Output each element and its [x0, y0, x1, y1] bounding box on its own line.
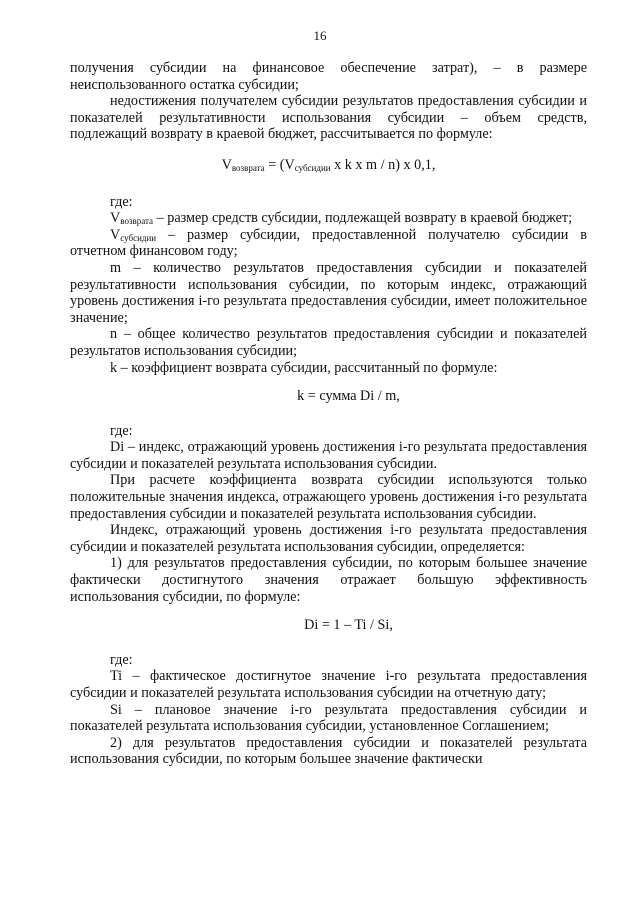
paragraph-index: Индекс, отражающий уровень достижения i-го результата предоставления субсидии и показателей результата использования субсидии, определяется: — [70, 522, 587, 555]
document-body — [70, 60, 587, 768]
formula-part: x k x m / n) x 0,1, — [330, 156, 436, 173]
definition-di: Di – индекс, отражающий уровень достижения i-го результата предоставления субсидии и показателей результата использования субсидии. — [70, 439, 587, 472]
paragraph-calculation: При расчете коэффициента возврата субсидии используются только положительные значения индекса, отражающего уровень достижения i-го результата предоставления субсидии и показателей результата использования субсидии. — [70, 472, 587, 522]
formula-subscript: возврата — [231, 162, 265, 173]
definition-k: k – коэффициент возврата субсидии, рассчитанный по формуле: — [110, 359, 498, 376]
formula-symbol: V — [221, 156, 232, 173]
paragraph-item-2: 2) для результатов предоставления субсидии и показателей результата использования субсидии, по которым большее значение фактически — [70, 734, 587, 768]
paragraph-item-1: 1) для результатов предоставления субсидии, по которым большее значение фактически достигнутого значения отражает большую эффективность использования субсидии, по формуле: — [70, 555, 587, 605]
page-number: 16 — [313, 28, 327, 43]
paragraph-continuation: получения субсидии на финансовое обеспечение затрат), – в размере неиспользованного остатка субсидии; — [70, 60, 587, 93]
paragraph-nondelivery: недостижения получателем субсидии результатов предоставления субсидии и показателей результативности использования субсидии – объем средств, подлежащий возврату в краевой бюджет, рассчитывается по формуле: — [70, 93, 587, 143]
definition-n: n – общее количество результатов предоставления субсидии и показателей результатов использования субсидии; — [70, 326, 587, 359]
where-label: где: — [110, 422, 133, 439]
definition-ti: Ti – фактическое достигнутое значение i-го результата предоставления субсидии и показателей результата использования субсидии на отчетную дату; — [70, 668, 587, 701]
definition-symbol: V — [110, 210, 121, 227]
definition-text: – размер средств субсидии, подлежащей возврату в краевой бюджет; — [153, 210, 573, 227]
where-label: где: — [110, 193, 133, 210]
definition-subscript: возврата — [120, 216, 154, 227]
definition-subscript: субсидии — [120, 232, 157, 243]
definition-text: – размер субсидии, предоставленной получателю субсидии в отчетном финансовом году; — [70, 226, 587, 260]
definition-symbol: V — [110, 226, 121, 243]
formula-k: k = сумма Di / m, — [297, 388, 400, 405]
formula-subscript: субсидии — [294, 162, 331, 173]
formula-part: = (V — [264, 156, 295, 173]
formula-v-return — [70, 157, 587, 174]
definition-si: Si – плановое значение i-го результата предоставления субсидии и показателей результата использования субсидии, установленное Соглашением; — [70, 701, 587, 735]
definition-m: m – количество результатов предоставления субсидии и показателей результативности использования субсидии, по которым индекс, отражающий уровень достижения i-го результата предоставления субсидии, имеет положительное значение; — [70, 259, 587, 326]
formula-di: Di = 1 – Ti / Si, — [304, 617, 393, 634]
definition-v-return — [70, 210, 587, 227]
definition-v-subsidy — [70, 227, 587, 260]
where-label: где: — [110, 651, 133, 668]
